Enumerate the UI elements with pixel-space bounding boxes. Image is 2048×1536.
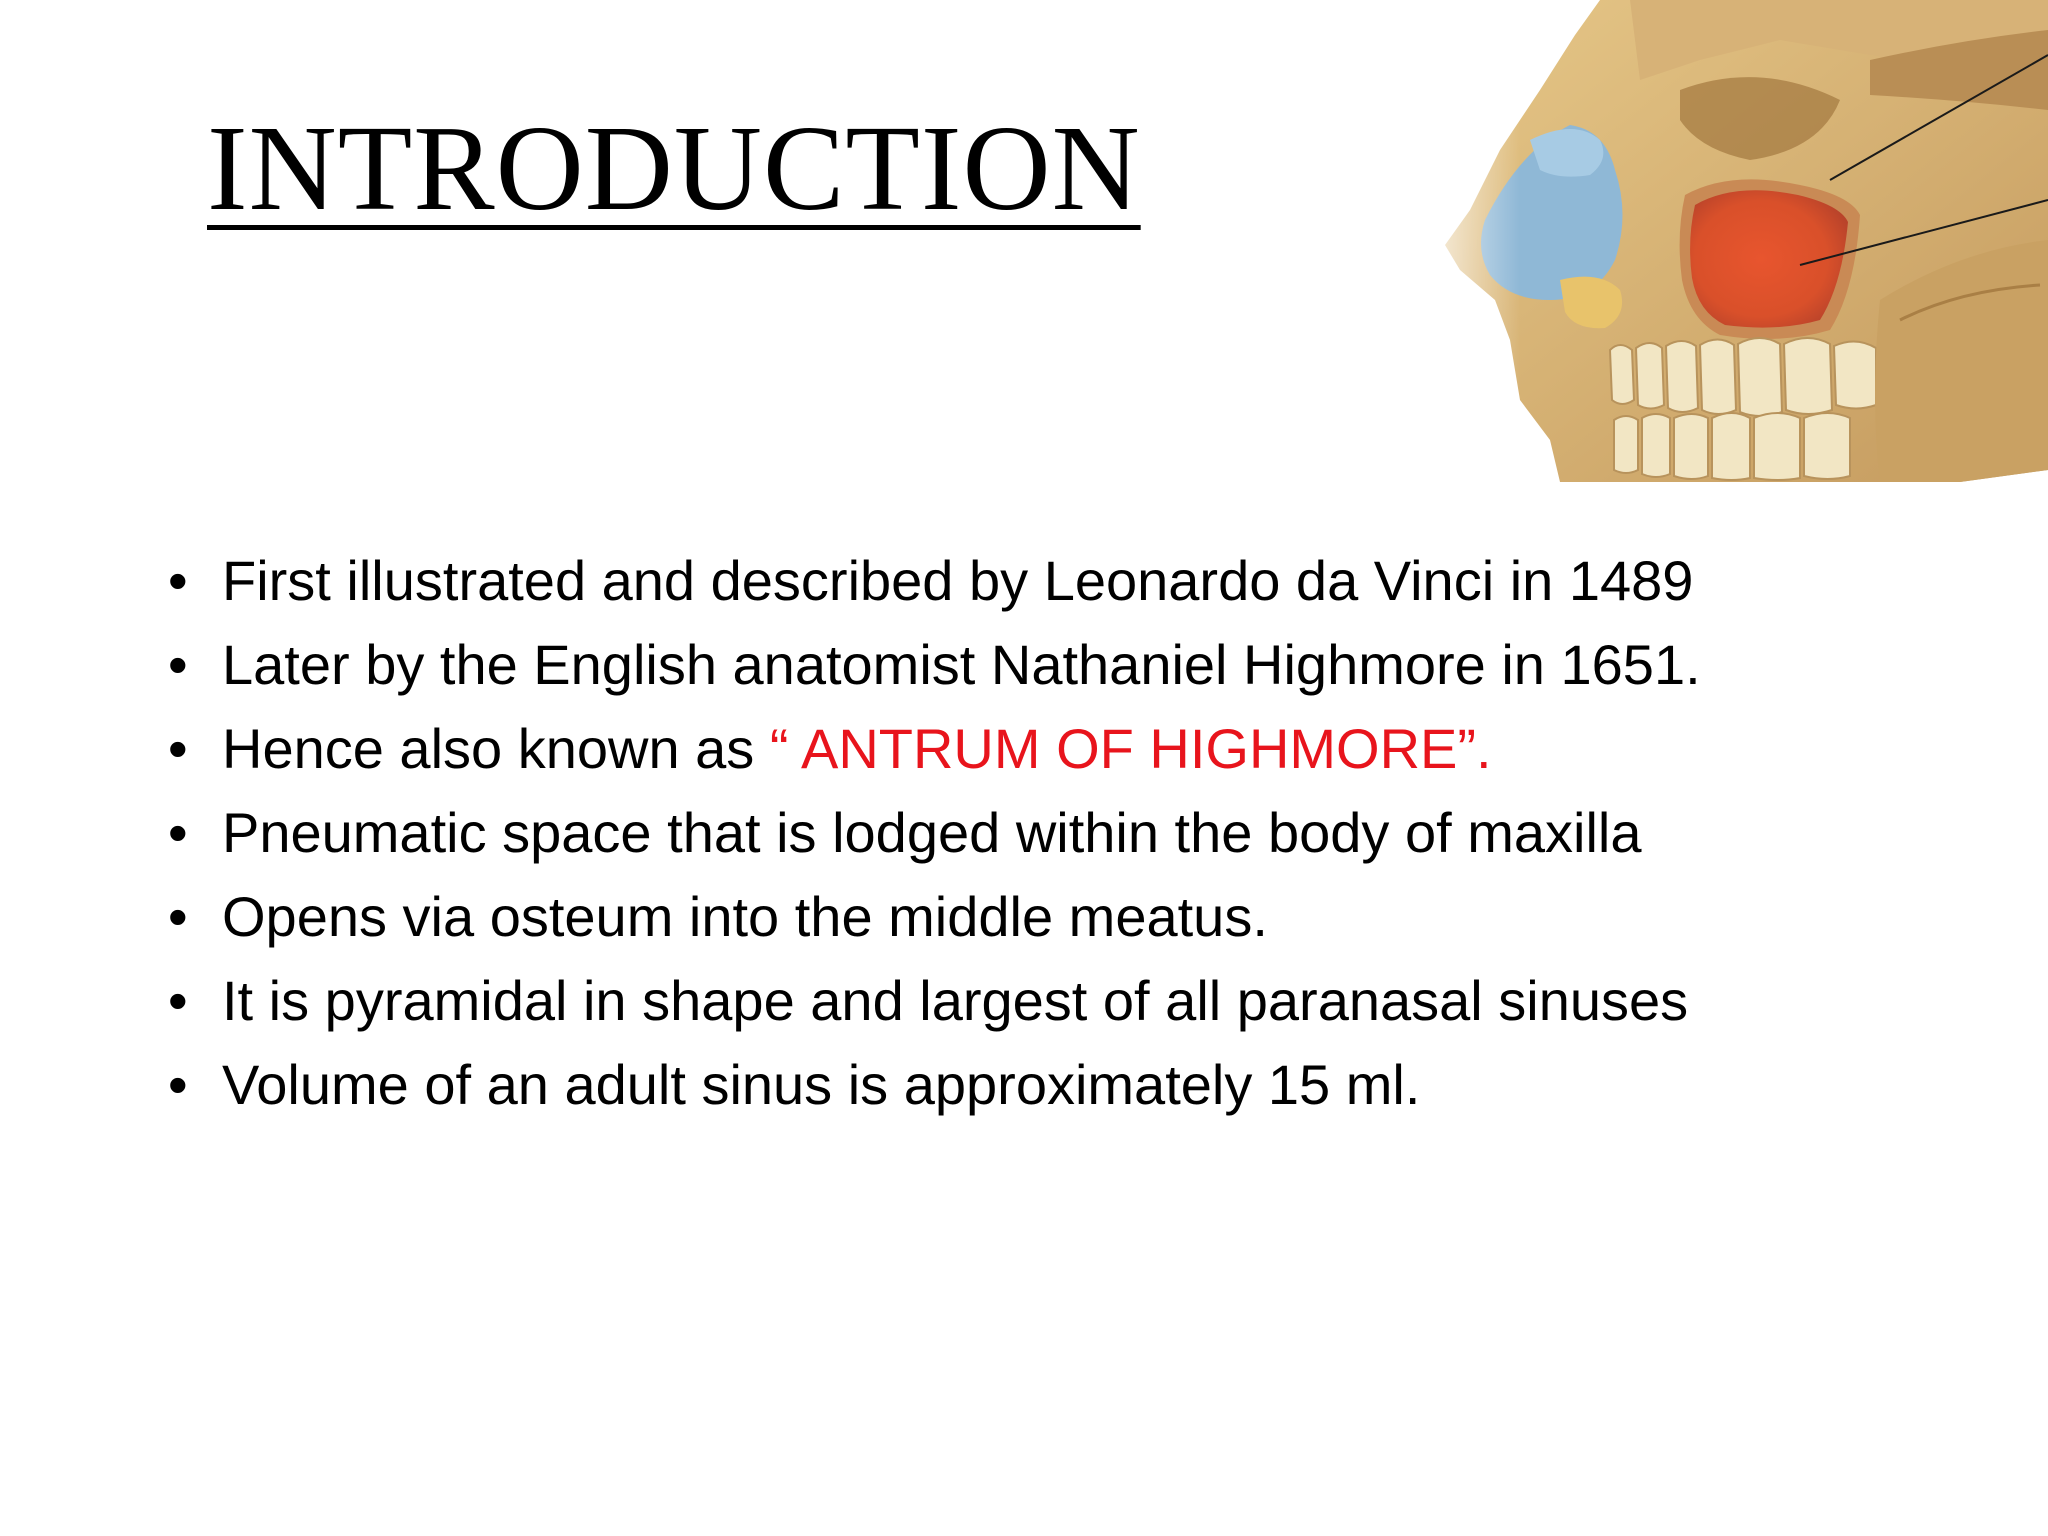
bullet-text: Volume of an adult sinus is approximately 15 ml.: [222, 1053, 1421, 1116]
slide-title: INTRODUCTION: [207, 101, 1141, 236]
bullet-dot: •: [168, 1053, 188, 1116]
bullet-text: Pneumatic space that is lodged within the body of maxilla: [222, 801, 1642, 864]
list-item: [168, 633, 1728, 696]
bullet-text: Later by the English anatomist Nathaniel Highmore in 1651.: [222, 633, 1701, 696]
highlight-term: “ ANTRUM OF HIGHMORE”.: [769, 717, 1492, 780]
list-item: [168, 549, 1728, 612]
bullet-text: It is pyramidal in shape and largest of all paranasal sinuses: [222, 969, 1689, 1032]
bullet-dot: •: [168, 885, 188, 948]
bullet-list: [168, 549, 1728, 1140]
list-item: [168, 717, 1728, 780]
bullet-text: Opens via osteum into the middle meatus.: [222, 885, 1268, 948]
bullet-dot: •: [168, 717, 188, 780]
list-item: [168, 885, 1728, 948]
bullet-dot: •: [168, 801, 188, 864]
skull-sagittal-section-maxillary-sinus-icon: [1400, 0, 2048, 482]
list-item: [168, 1053, 1728, 1116]
bullet-text: Hence also known as: [222, 717, 770, 780]
bullet-dot: •: [168, 549, 188, 612]
bullet-dot: •: [168, 969, 188, 1032]
list-item: [168, 969, 1728, 1032]
list-item: [168, 801, 1728, 864]
bullet-dot: •: [168, 633, 188, 696]
bullet-text: First illustrated and described by Leonardo da Vinci in 1489: [222, 549, 1694, 612]
